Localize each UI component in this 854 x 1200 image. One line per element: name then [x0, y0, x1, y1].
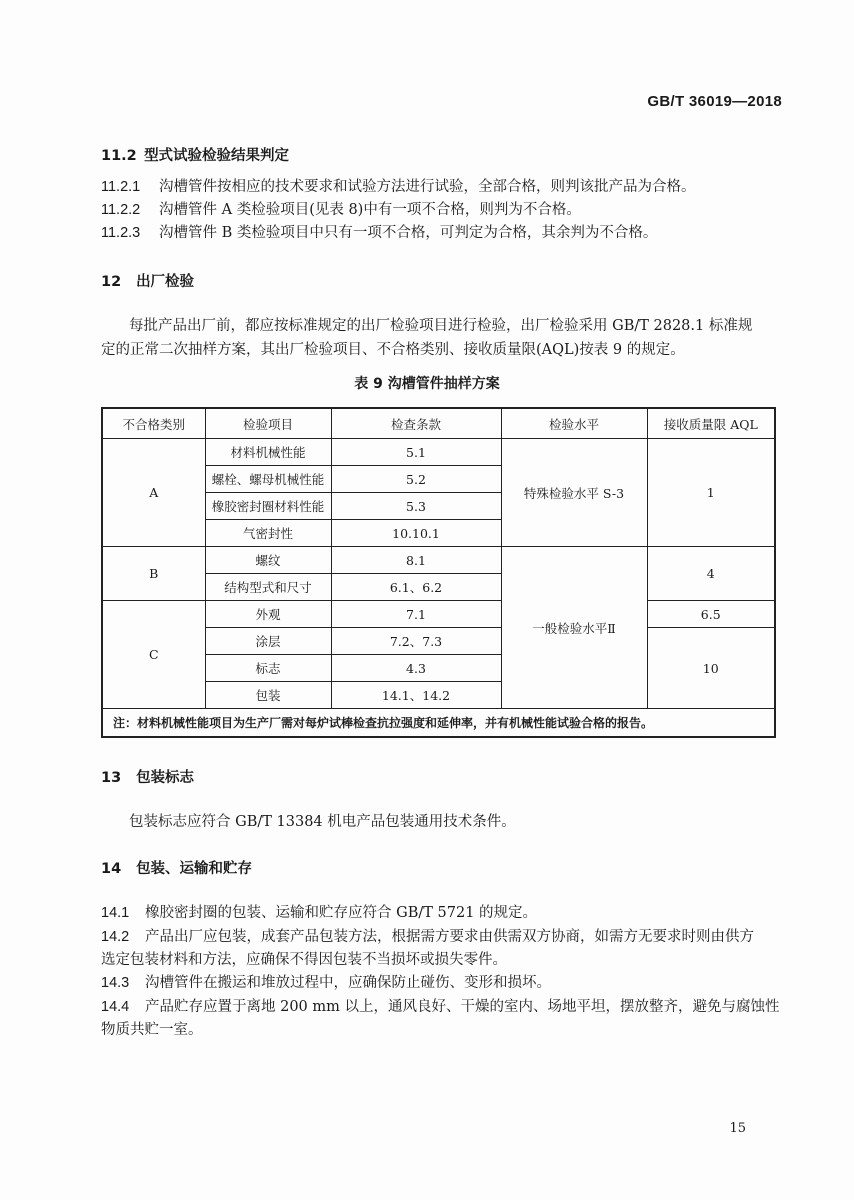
item-cell: 螺纹	[205, 547, 331, 574]
clause-11-2-1	[101, 175, 696, 199]
header-level: 检验水平	[501, 408, 647, 439]
item-cell: 外观	[205, 601, 331, 628]
clause-11-2-3	[101, 221, 657, 245]
item-cell: 橡胶密封圈材料性能	[205, 493, 331, 520]
table-row	[102, 439, 775, 466]
clause-number: 11.2.3	[101, 225, 141, 241]
clause-11-2-2	[101, 198, 581, 222]
item-cell: 气密封性	[205, 520, 331, 547]
section-title: 出厂检验	[136, 274, 195, 290]
clause-cell: 4.3	[331, 655, 501, 682]
table-note: 注：材料机械性能项目为生产厂需对每炉试棒检查抗拉强度和延伸率，并有机械性能试验合格的报告。	[102, 709, 775, 738]
clause-cell: 7.1	[331, 601, 501, 628]
table-header-row	[102, 408, 775, 439]
table-note-row	[102, 709, 775, 738]
page-number: 15	[729, 1121, 746, 1136]
clause-number: 14.3	[101, 975, 130, 991]
aql-cell: 4	[647, 547, 775, 601]
section-number: 11.2	[101, 148, 137, 164]
clause-text: 沟槽管件按相应的技术要求和试验方法进行试验，全部合格，则判该批产品为合格。	[159, 179, 696, 195]
paragraph-line: 定的正常二次抽样方案，其出厂检验项目、不合格类别、接收质量限(AQL)按表 9 的规定。	[101, 342, 685, 358]
paragraph-line: 包装标志应符合 GB/T 13384 机电产品包装通用技术条件。	[129, 814, 516, 830]
clause-number: 14.1	[101, 905, 130, 921]
section-heading-12	[101, 270, 194, 291]
clause-text: 产品贮存应置于离地 200 mm 以上，通风良好、干燥的室内、场地平坦，摆放整齐，避免与腐蚀性	[145, 999, 780, 1015]
clause-number: 11.2.2	[101, 202, 141, 218]
clause-14-1	[101, 901, 537, 925]
clause-14-4	[101, 995, 780, 1019]
table-caption: 表 9 沟槽管件抽样方案	[354, 376, 500, 392]
header-aql: 接收质量限 AQL	[647, 408, 775, 439]
level-cell: 一般检验水平Ⅱ	[501, 547, 647, 709]
clause-text: 沟槽管件 B 类检验项目中只有一项不合格，可判定为合格，其余判为不合格。	[159, 225, 658, 241]
item-cell: 材料机械性能	[205, 439, 331, 466]
clause-cell: 8.1	[331, 547, 501, 574]
sampling-table	[101, 407, 776, 738]
item-cell: 标志	[205, 655, 331, 682]
table-row	[102, 601, 775, 628]
section-heading-13	[101, 766, 194, 787]
clause-number: 14.4	[101, 999, 130, 1015]
section-number: 12	[101, 274, 122, 290]
clause-text: 橡胶密封圈的包装、运输和贮存应符合 GB/T 5721 的规定。	[145, 905, 538, 921]
item-cell: 包装	[205, 682, 331, 709]
aql-cell: 1	[647, 439, 775, 547]
clause-continuation: 物质共贮一室。	[101, 1022, 203, 1038]
clause-text: 沟槽管件在搬运和堆放过程中，应确保防止碰伤、变形和损坏。	[145, 975, 551, 991]
clause-cell: 6.1、6.2	[331, 574, 501, 601]
category-cell: B	[102, 547, 205, 601]
aql-cell: 10	[647, 628, 775, 709]
clause-cell: 5.2	[331, 466, 501, 493]
clause-number: 14.2	[101, 929, 130, 945]
category-cell: C	[102, 601, 205, 709]
header-category: 不合格类别	[102, 408, 205, 439]
clause-cell: 10.10.1	[331, 520, 501, 547]
item-cell: 结构型式和尺寸	[205, 574, 331, 601]
clause-cell: 14.1、14.2	[331, 682, 501, 709]
header-clause: 检查条款	[331, 408, 501, 439]
section-number: 14	[101, 861, 122, 877]
aql-cell: 6.5	[647, 601, 775, 628]
paragraph-line: 每批产品出厂前，都应按标准规定的出厂检验项目进行检验，出厂检验采用 GB/T 2828.1 标准规	[129, 318, 753, 334]
clause-14-2	[101, 925, 754, 949]
clause-cell: 7.2、7.3	[331, 628, 501, 655]
item-cell: 涂层	[205, 628, 331, 655]
clause-cell: 5.3	[331, 493, 501, 520]
table-row	[102, 547, 775, 574]
clause-cell: 5.1	[331, 439, 501, 466]
clause-continuation: 选定包装材料和方法，应确保不得因包装不当损坏或损失零件。	[101, 952, 507, 968]
clause-14-3	[101, 971, 551, 995]
standard-code: GB/T 36019—2018	[647, 93, 782, 110]
level-cell: 特殊检验水平 S-3	[501, 439, 647, 547]
item-cell: 螺栓、螺母机械性能	[205, 466, 331, 493]
clause-text: 产品出厂应包装，成套产品包装方法，根据需方要求由供需双方协商，如需方无要求时则由供方	[145, 929, 754, 945]
section-title: 包装标志	[136, 770, 195, 786]
category-cell: A	[102, 439, 205, 547]
section-number: 13	[101, 770, 122, 786]
section-title: 包装、运输和贮存	[136, 861, 253, 877]
section-heading-11-2	[101, 144, 289, 165]
clause-number: 11.2.1	[101, 179, 141, 195]
clause-text: 沟槽管件 A 类检验项目(见表 8)中有一项不合格，则判为不合格。	[159, 202, 581, 218]
section-title: 型式试验检验结果判定	[144, 148, 290, 164]
header-item: 检验项目	[205, 408, 331, 439]
section-heading-14	[101, 857, 252, 878]
